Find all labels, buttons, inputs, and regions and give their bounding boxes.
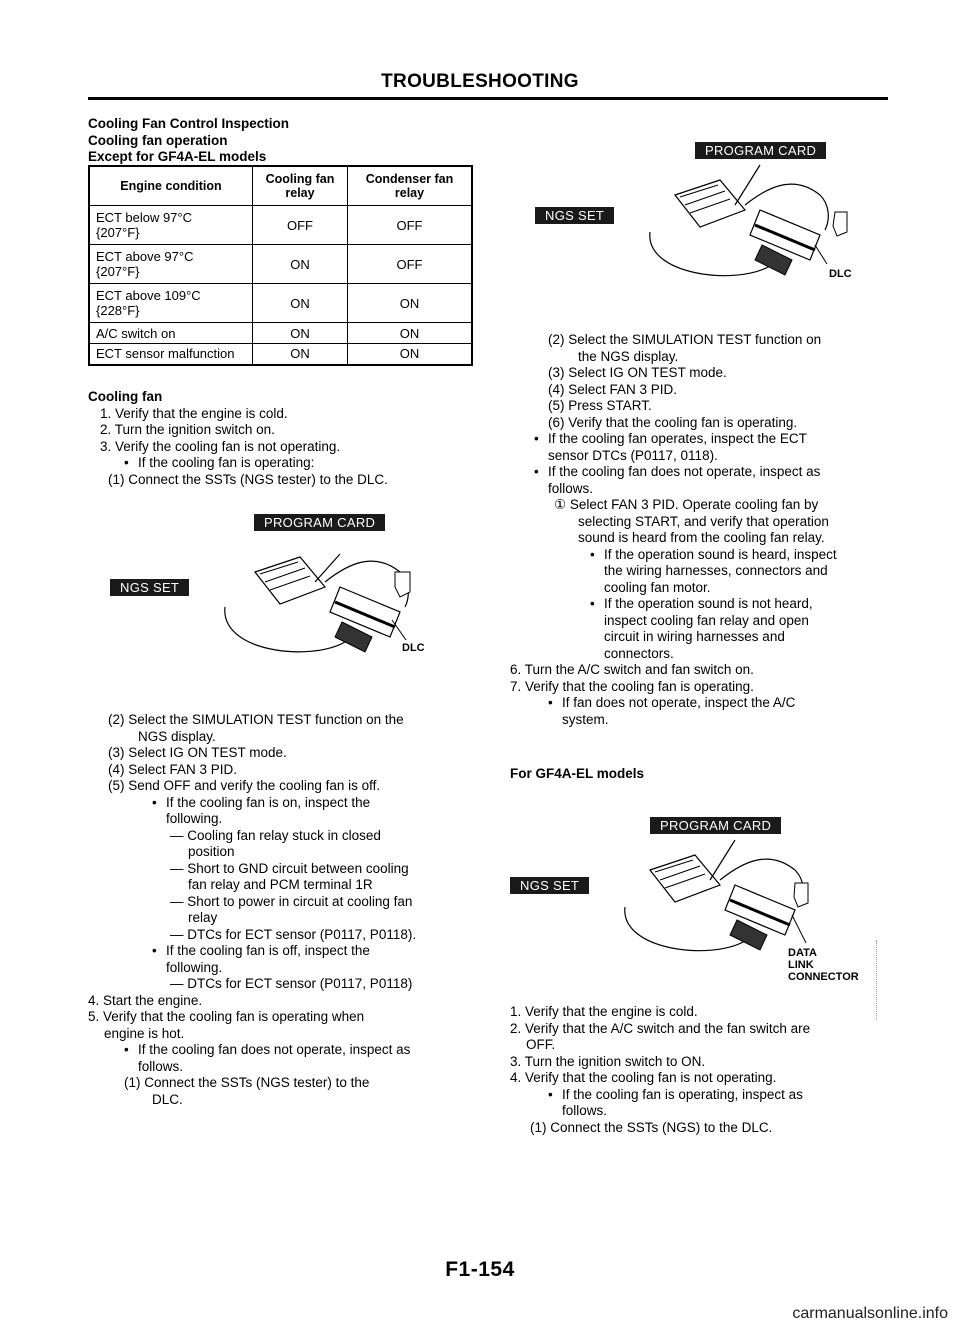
cell-line: ECT above 97°C — [96, 249, 194, 264]
step: 6. Turn the A/C switch and fan switch on. — [510, 662, 754, 677]
left-steps-a — [88, 389, 488, 488]
step: 3. Turn the ignition switch to ON. — [510, 1053, 706, 1069]
step: 4. Verify that the cooling fan is not operating. — [510, 1070, 777, 1085]
ngs-set-label: NGS SET — [110, 579, 189, 596]
step: 4. Start the engine. — [88, 992, 203, 1008]
left-steps-b — [88, 712, 488, 1108]
bullet-item: • If the operation sound is not heard, — [510, 596, 890, 613]
table-cell: OFF — [253, 206, 348, 245]
ngs-connection-figure — [535, 140, 875, 285]
step: (4) Select FAN 3 PID. — [548, 381, 678, 397]
label-line: LINK — [788, 959, 814, 971]
subsection-heading: Cooling fan — [88, 389, 163, 404]
step: (2) Select the SIMULATION TEST function on the — [108, 712, 404, 727]
table-cell — [89, 206, 253, 245]
dash-item: — DTCs for ECT sensor (P0117, P0118) — [170, 976, 413, 991]
dash-item: — DTCs for ECT sensor (P0117, P0118). — [170, 926, 417, 942]
dlc-label: DLC — [829, 268, 852, 280]
step-cont: DLC. — [152, 1091, 183, 1107]
step: (5) Send OFF and verify the cooling fan is off. — [108, 778, 381, 793]
bullet-item: • If the cooling fan is off, inspect the — [88, 943, 488, 960]
bullet-cont: inspect cooling fan relay and open — [604, 612, 809, 628]
table-cell — [89, 284, 253, 323]
bullet-cont: cooling fan motor. — [604, 579, 711, 595]
subsection-heading: For GF4A-EL models — [510, 766, 645, 781]
table-header-cell: Condenser fan relay — [348, 166, 473, 206]
bullet-cont: follows. — [562, 1103, 608, 1118]
step: 2. Verify that the A/C switch and the fan switch are — [510, 1020, 811, 1036]
step: 5. Verify that the cooling fan is operating when — [88, 1009, 365, 1024]
bullet-cont: follows. — [548, 480, 594, 496]
cell-line: ECT below 97°C — [96, 210, 193, 225]
step: (3) Select IG ON TEST mode. — [548, 365, 727, 380]
bullet-item: • If the cooling fan does not operate, inspect as — [510, 464, 890, 481]
page-number: F1-154 — [445, 1258, 515, 1281]
cell-line: {207°F} — [96, 264, 140, 279]
bullet-item: • If the cooling fan does not operate, inspect as — [88, 1042, 488, 1059]
table-cell: ON — [253, 245, 348, 284]
step: 2. Turn the ignition switch on. — [100, 422, 275, 437]
table-header-cell: Cooling fan relay — [253, 166, 348, 206]
table-cell: OFF — [348, 245, 473, 284]
dlc-label: DLC — [402, 642, 425, 654]
step-cont: NGS display. — [138, 728, 216, 744]
bullet-item: • If the cooling fan is on, inspect the — [88, 795, 488, 812]
ngs-set-label: NGS SET — [535, 207, 614, 224]
cooling-fan-table — [88, 165, 473, 366]
table-cell — [89, 245, 253, 284]
bullet-item: • If the cooling fan is operating, inspect as — [510, 1087, 890, 1104]
bullet-cont: the wiring harnesses, connectors and — [604, 563, 828, 578]
left-headings — [88, 116, 488, 166]
table-row — [89, 245, 472, 284]
table-row — [89, 344, 472, 365]
step: 1. Verify that the engine is cold. — [100, 405, 288, 421]
step: (1) Connect the SSTs (NGS tester) to the — [124, 1075, 370, 1090]
step: 3. Verify the cooling fan is not operating. — [100, 438, 341, 454]
step: (2) Select the SIMULATION TEST function on — [548, 332, 822, 347]
bullet-item: • If the operation sound is heard, inspect — [510, 547, 890, 564]
step: (5) Press START. — [548, 398, 652, 413]
bullet-cont: system. — [562, 711, 609, 727]
bullet-item: • If the cooling fan operates, inspect the ECT — [510, 431, 890, 448]
program-card-label: PROGRAM CARD — [650, 817, 781, 834]
bullet-cont: following. — [166, 959, 223, 975]
table-cell: ON — [253, 344, 348, 365]
label-line: DATA — [788, 947, 817, 959]
ngs-connection-figure — [110, 512, 470, 662]
subsection-heading: Cooling fan operation — [88, 132, 228, 148]
cell-line: ECT above 109°C — [96, 288, 201, 303]
step: (1) Connect the SSTs (NGS) to the DLC. — [530, 1119, 773, 1135]
right-steps-b — [510, 1004, 890, 1136]
program-card-label: PROGRAM CARD — [695, 142, 826, 159]
ngs-connection-figure — [510, 815, 880, 990]
subsubsection-heading: Except for GF4A-EL models — [88, 149, 267, 164]
sub-step: ① Select FAN 3 PID. Operate cooling fan by — [554, 497, 819, 512]
bullet-item: • If fan does not operate, inspect the A/C — [510, 695, 890, 712]
table-cell: ON — [348, 284, 473, 323]
right-steps-a — [510, 332, 890, 728]
table-cell: ON — [253, 284, 348, 323]
bullet-item: • If the cooling fan is operating: — [88, 455, 488, 472]
section-heading: Cooling Fan Control Inspection — [88, 116, 289, 131]
dash-item: — Short to power in circuit at cooling fan — [170, 893, 413, 909]
page-title: TROUBLESHOOTING — [381, 71, 579, 92]
bullet-cont: connectors. — [604, 645, 674, 661]
table-cell: ON — [253, 323, 348, 344]
dash-item: — Short to GND circuit between cooling — [170, 860, 409, 876]
table-cell: ON — [348, 344, 473, 365]
cell-line: {207°F} — [96, 225, 140, 240]
table-row — [89, 206, 472, 245]
dash-cont: position — [188, 844, 235, 859]
sub-step-cont: selecting START, and verify that operation — [578, 513, 829, 529]
bullet-cont: follows. — [138, 1058, 184, 1074]
dash-item: — Cooling fan relay stuck in closed — [170, 827, 381, 843]
step: (3) Select IG ON TEST mode. — [108, 745, 287, 760]
watermark: carmanualsonline.info — [792, 1305, 948, 1322]
header-rule — [88, 97, 888, 100]
dash-cont: fan relay and PCM terminal 1R — [188, 877, 373, 892]
step-cont: the NGS display. — [578, 348, 679, 364]
cell-line: {228°F} — [96, 303, 140, 318]
table-cell: ECT sensor malfunction — [89, 344, 253, 365]
ngs-set-label: NGS SET — [510, 877, 589, 894]
table-row — [89, 323, 472, 344]
step-cont: OFF. — [526, 1037, 556, 1052]
step-cont: engine is hot. — [104, 1025, 185, 1041]
data-link-connector-label — [788, 947, 859, 983]
step: (6) Verify that the cooling fan is operating. — [548, 414, 798, 430]
table-row — [89, 284, 472, 323]
step: 1. Verify that the engine is cold. — [510, 1004, 698, 1019]
step: (4) Select FAN 3 PID. — [108, 761, 238, 777]
table-cell: OFF — [348, 206, 473, 245]
sub-step-cont: sound is heard from the cooling fan relay. — [578, 530, 825, 545]
bullet-cont: circuit in wiring harnesses and — [604, 629, 785, 644]
table-cell: A/C switch on — [89, 323, 253, 344]
table-header-cell: Engine condition — [89, 166, 253, 206]
bullet-cont: sensor DTCs (P0117, 0118). — [548, 447, 718, 463]
step: (1) Connect the SSTs (NGS tester) to the DLC. — [108, 471, 388, 487]
label-line: CONNECTOR — [788, 971, 859, 983]
dash-cont: relay — [188, 910, 218, 925]
table-cell: ON — [348, 323, 473, 344]
step: 7. Verify that the cooling fan is operating. — [510, 678, 754, 694]
program-card-label: PROGRAM CARD — [254, 514, 385, 531]
bullet-cont: following. — [166, 811, 223, 826]
table-header-row — [89, 166, 472, 206]
